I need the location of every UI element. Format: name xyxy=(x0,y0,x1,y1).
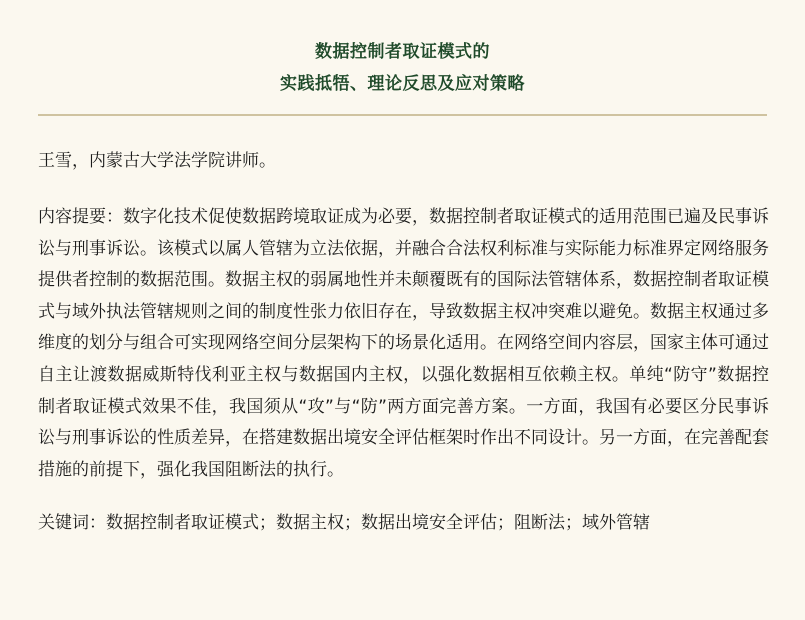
abstract-paragraph: 内容提要：数字化技术促使数据跨境取证成为必要，数据控制者取证模式的适用范围已遍及民事诉讼与刑事诉讼。该模式以属人管辖为立法依据，并融合合法权利标准与实际能力标准界定网络服务提供者控制的数据范围。数据主权的弱属地性并未颠覆既有的国际法管辖体系，数据控制者取证模式与域外执法管辖规则之间的制度性张力依旧存在，导致数据主权冲突难以避免。数据主权通过多维度的划分与组合可实现网络空间分层架构下的场景化适用。在网络空间内容层，国家主体可通过自主让渡数据威斯特伐利亚主权与数据国内主权，以强化数据相互依赖主权。单纯“防守”数据控制者取证模式效果不佳，我国须从“攻”与“防”两方面完善方案。一方面，我国有必要区分民事诉讼与刑事诉讼的性质差异，在搭建数据出境安全评估框架时作出不同设计。另一方面，在完善配套措施的前提下，强化我国阻断法的执行。 xyxy=(38,207,769,480)
paper-title-line-1: 数据控制者取证模式的 xyxy=(315,42,490,62)
paper-title-line-2: 实践抵牾、理论反思及应对策略 xyxy=(280,74,525,94)
title-block xyxy=(38,0,767,100)
keywords-line: 关键词：数据控制者取证模式；数据主权；数据出境安全评估；阻断法；域外管辖 xyxy=(38,513,650,534)
title-divider xyxy=(38,114,767,116)
author-info: 王雪，内蒙古大学法学院讲师。 xyxy=(38,151,276,171)
